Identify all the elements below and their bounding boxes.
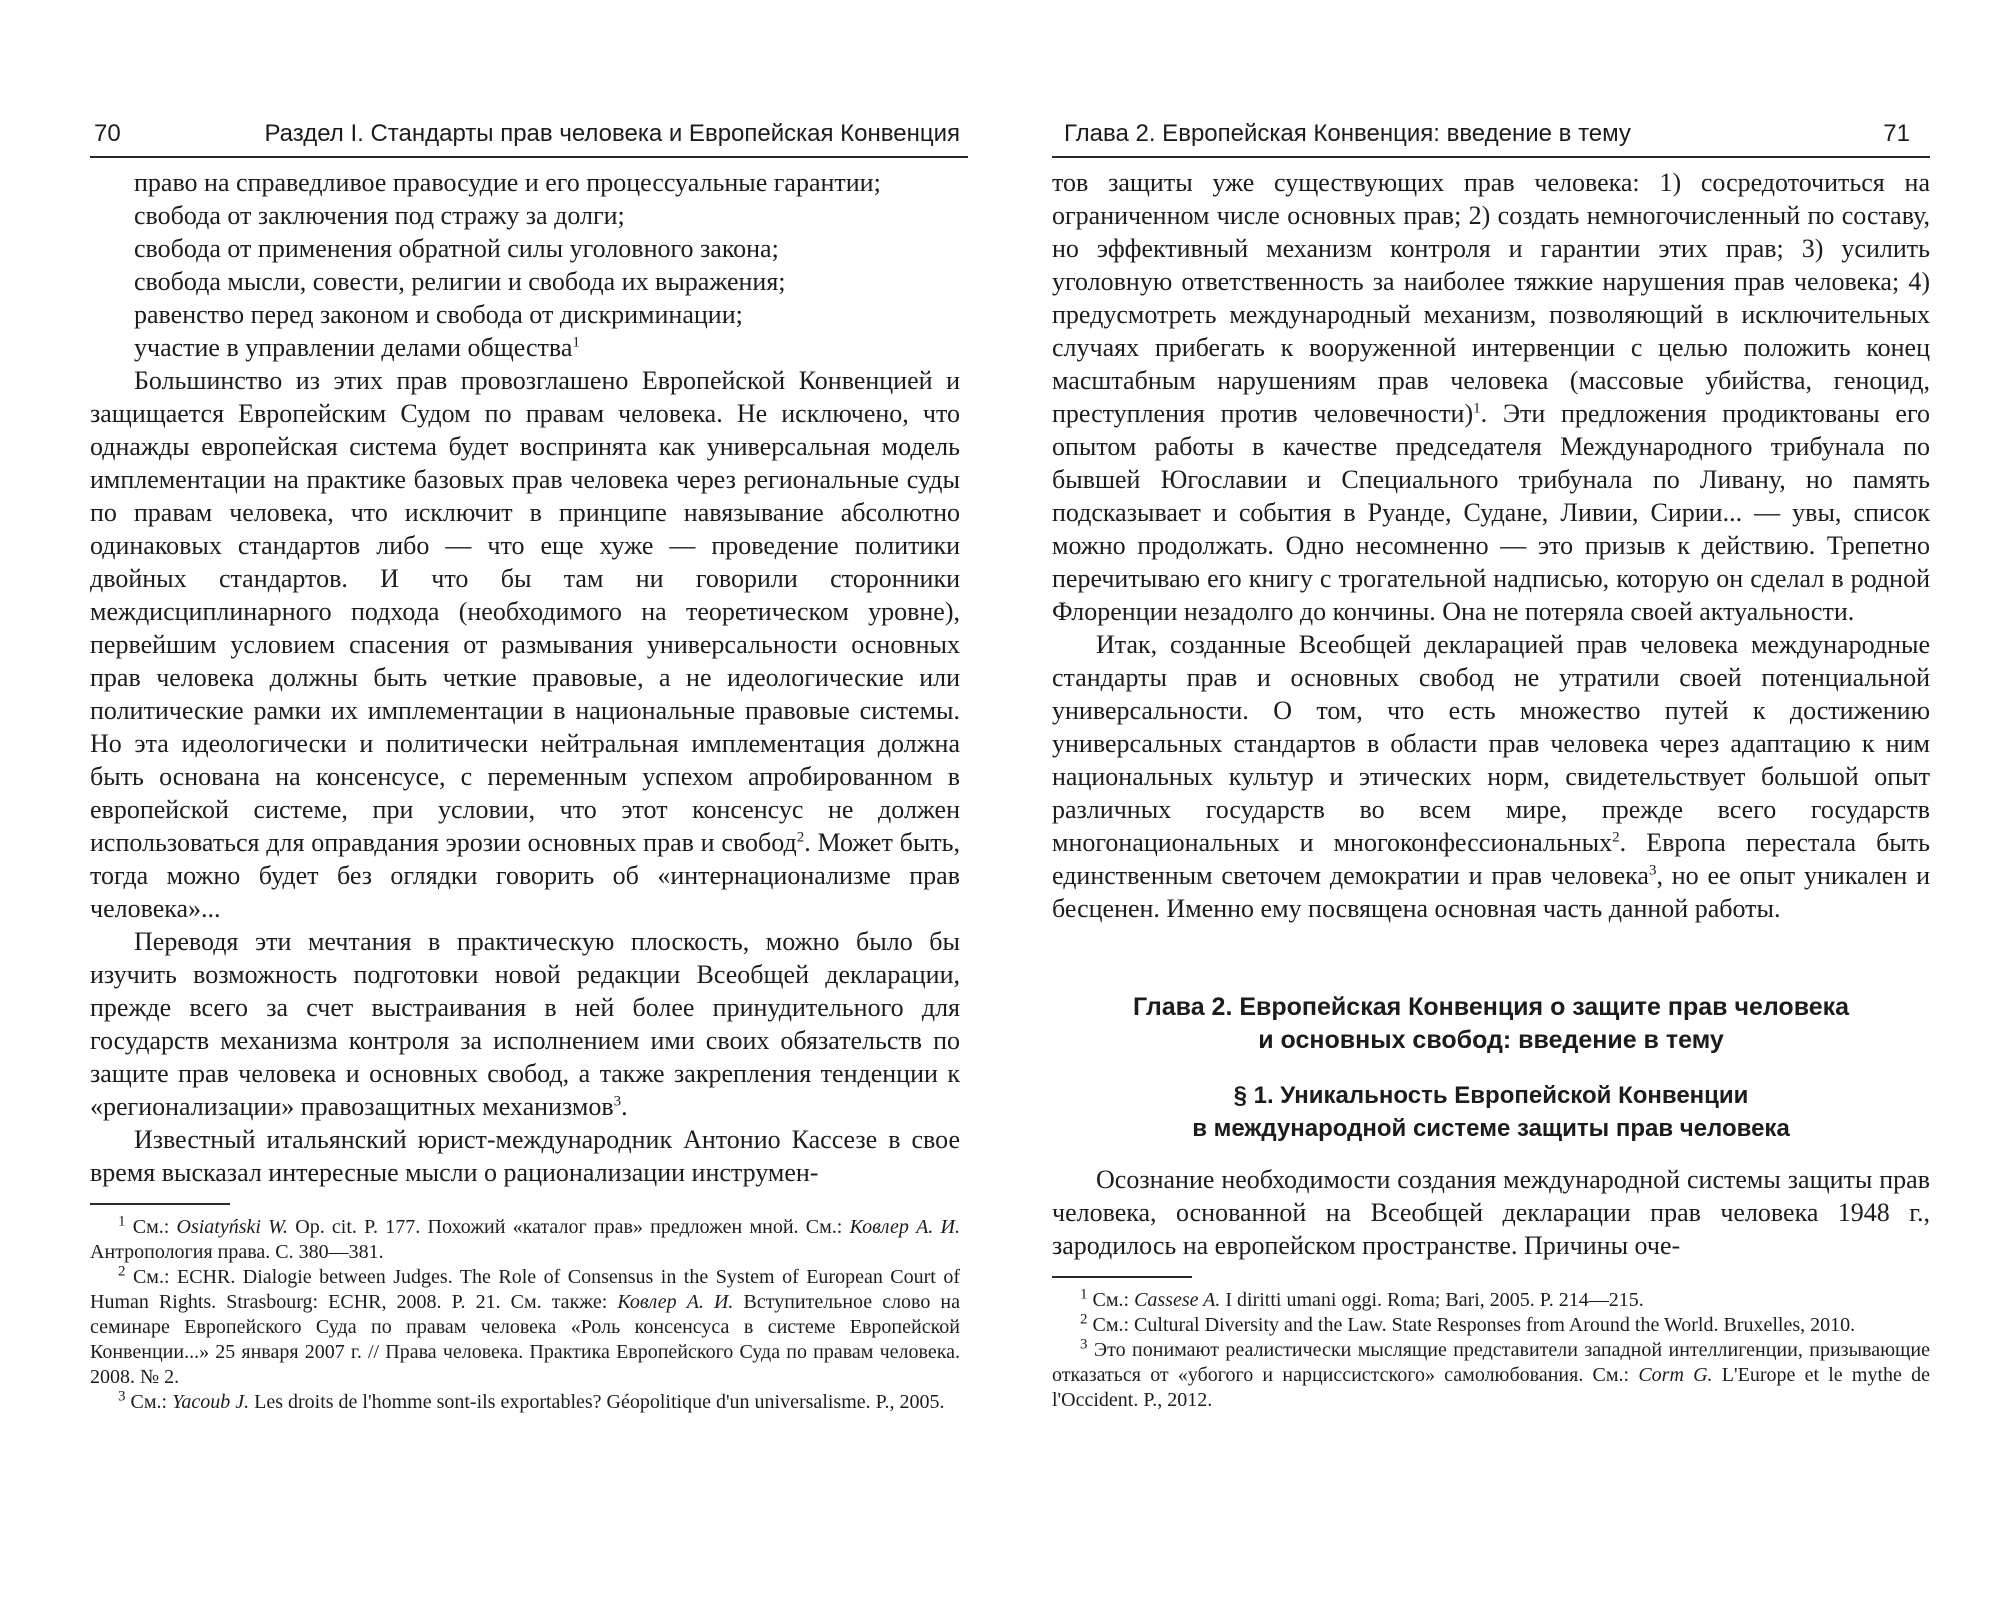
- footnote-separator: [1052, 1276, 1192, 1278]
- list-item: равенство перед законом и свобода от дискриминации;: [134, 300, 743, 329]
- left-body-text: [90, 166, 960, 1415]
- footnote-ref: 3: [1648, 862, 1657, 879]
- footnotes: [90, 1215, 960, 1415]
- list-item: участие в управлении делами общества$^1$: [134, 333, 580, 362]
- section-title: § 1. Уникальность Европейской Конвенции в международной системе защиты прав человека: [1192, 1082, 1790, 1142]
- footnote: $^1$ См.: Osiatyński W. Op. cit. P. 177. Похожий «каталог прав» предложен мной. См.: Ковлер А. И. Антропология права. С. 380—381.: [90, 1213, 960, 1263]
- paragraph: тов защиты уже существующих прав человека: 1) сосредоточиться на ограниченном числе основных прав; 2) создать немногочисленный по составу, но эффективный механизм контроля и гарантии этих прав; 3) усилить уголовную ответственность за наиболее тяжкие нарушения прав человека; 4) предусмотреть международный механизм, позволяющий в исключительных случаях прибегать к вооруженной интервенции с целью положить конец масштабным нарушениям прав человека (массовые убийства, геноцид, преступления против человечности)$^1$. Эти предложения продиктованы его опытом работы в качестве председателя Международного трибунала по бывшей Югославии и Специального трибунала по Ливану, но память подсказывает и события в Руанде, Судане, Ливии, Сирии... — увы, список можно продолжать. Одно несомненно — это призыв к действию. Трепетно перечитываю его книгу с трогательной надписью, которую он сделал в родной Флоренции незадолго до кончины. Она не потеряла своей актуальности.: [1052, 168, 1930, 626]
- paragraph: Итак, созданные Всеобщей декларацией прав человека международные стандарты прав и основных свобод не утратили своей потенциальной универсальности. О том, что есть множество путей к достижению универсальных стандартов в области прав человека через адаптацию к ним национальных культур и этических норм, свидетельствует большой опыт различных государств во всем мире, прежде всего государств многонациональных и многоконфессиональных$^2$. Европа перестала быть единственным светочем демократии и прав человека$^3$, но ее опыт уникален и бесценен. Именно ему посвящена основная часть данной работы.: [1052, 630, 1931, 923]
- right-running-head: [1052, 112, 1930, 158]
- paragraph: Известный итальянский юрист-международник Антонио Кассезе в свое время высказал интересные мысли о рационализации инструмен-: [90, 1125, 960, 1187]
- running-head-title: Глава 2. Европейская Конвенция: введение в тему: [1064, 120, 1631, 147]
- list-item: свобода от заключения под стражу за долги;: [134, 201, 625, 230]
- left-running-head: [90, 112, 968, 158]
- footnote-ref: 2: [1612, 829, 1620, 846]
- paragraph: Большинство из этих прав провозглашено Европейской Конвенцией и защищается Европейским Судом по правам человека. Не исключено, что однажды европейская система будет воспринята как универсальная модель имплементации на практике базовых прав человека через региональные суды по правам человека, что исключит в принципе навязывание абсолютно одинаковых стандартов либо — что еще хуже — проведение политики двойных стандартов. И что бы там ни говорили сторонники междисциплинарного подхода (необходимого на теоретическом уровне), первейшим условием спасения от размывания универсальности основных прав человека должны быть четкие правовые, а не идеологические или политические рамки их имплементации в национальные правовые системы. Но эта идеологически и политически нейтральная имплементация должна быть основана на консенсусе, с переменным успехом апробированном в европейской системе, при условии, что этот консенсус не должен использоваться для оправдания эрозии основных прав и свобод$^2$. Может быть, тогда можно будет без оглядки говорить об «интернационализме прав человека»...: [90, 366, 961, 923]
- footnote-separator: [90, 1203, 230, 1205]
- right-page: [1052, 0, 1930, 1602]
- right-body-text: [1052, 166, 1930, 1413]
- page-number: 70: [94, 120, 121, 147]
- footnotes: [1052, 1288, 1930, 1413]
- left-page: [90, 0, 968, 1602]
- footnote: $^3$ Это понимают реалистически мыслящие представители западной интеллигенции, призывающие отказаться от «убогого и нарциссистского» самолюбования. См.: Corm G. L'Europe et le mythe de l'Occident. P., 2012.: [1052, 1336, 1930, 1411]
- list-item: свобода от применения обратной силы уголовного закона;: [134, 234, 779, 263]
- running-head-title: Раздел I. Стандарты прав человека и Европейская Конвенция: [264, 120, 960, 147]
- footnote: $^2$ См.: ECHR. Dialogie between Judges. The Role of Consensus in the System of European Court of Human Rights. Strasbourg: ECHR, 2008. P. 21. См. также: Ковлер А. И. Вступительное слово на семинаре Европейского Суда по правам человека «Роль консенсуса в системе Европейской Конвенции...» 25 января 2007 г. // Права человека. Практика Европейского Суда по правам человека. 2008. № 2.: [90, 1263, 961, 1388]
- paragraph: Осознание необходимости создания международной системы защиты прав человека, основанной на Всеобщей декларации прав человека 1948 г., зародилось на европейском пространстве. Причины оче-: [1052, 1165, 1930, 1260]
- list-item: свобода мысли, совести, религии и свобода их выражения;: [134, 267, 786, 296]
- page-number: 71: [1883, 120, 1910, 147]
- footnote-ref: 1: [572, 334, 580, 351]
- footnote-ref: 1: [1473, 400, 1481, 417]
- list-item: право на справедливое правосудие и его процессуальные гарантии;: [134, 168, 881, 197]
- rights-list: [90, 166, 960, 364]
- footnote: $^3$ См.: Yacoub J. Les droits de l'homme sont-ils exportables? Géopolitique d'un universalisme. P., 2005.: [118, 1388, 945, 1413]
- footnote: $^2$ См.: Cultural Diversity and the Law. State Responses from Around the World. Bruxelles, 2010.: [1080, 1311, 1856, 1336]
- footnote: $^1$ См.: Cassese A. I diritti umani oggi. Roma; Bari, 2005. P. 214—215.: [1080, 1286, 1644, 1311]
- footnote-ref: 3: [613, 1093, 622, 1110]
- paragraph: Переводя эти мечтания в практическую плоскость, можно было бы изучить возможность подготовки новой редакции Всеобщей декларации, прежде всего за счет выстраивания в ней более принудительного для государств механизма контроля за исполнением ими своих обязательств по защите прав человека и основных свобод, а также закрепления тенденции к «регионализации» правозащитных механизмов$^3$.: [90, 927, 960, 1121]
- chapter-title: Глава 2. Европейская Конвенция о защите прав человека и основных свобод: введение в тему: [1132, 993, 1850, 1054]
- footnote-ref: 2: [796, 829, 805, 846]
